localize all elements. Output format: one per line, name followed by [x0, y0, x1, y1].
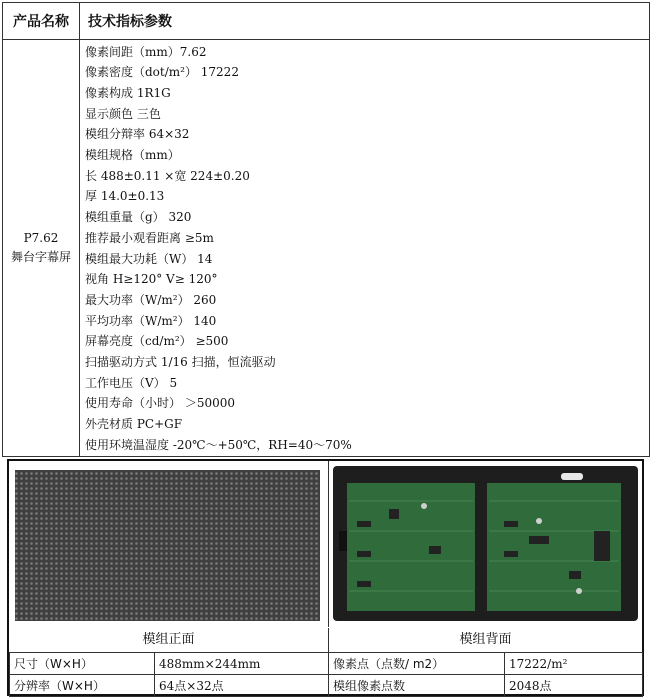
- spec-item: 厚 14.0±0.13: [85, 189, 165, 204]
- spec-item: 工作电压（V） 5: [85, 375, 178, 390]
- spec-item: 显示颜色 三色: [85, 106, 161, 121]
- pixel-density-label: 像素点（点数/ m2）: [329, 653, 505, 675]
- resolution-label: 分辨率（W×H）: [10, 675, 155, 697]
- spec-item: 推荐最小观看距离 ≥5m: [85, 230, 214, 245]
- spec-item: 长 488±0.11 ×宽 224±0.20: [85, 168, 250, 183]
- spec-item: 外壳材质 PC+GF: [85, 417, 183, 431]
- spec-item: 视角 H≥120° V≥ 120°: [85, 272, 218, 287]
- spec-item: 平均功率（W/m²） 140: [85, 313, 217, 328]
- size-value: 488mm×244mm: [155, 653, 329, 675]
- module-dimensions-table: [9, 652, 643, 697]
- product-type: 舞台字幕屏: [10, 250, 71, 264]
- spec-item: 模组重量（g） 320: [85, 210, 192, 225]
- table-row: [10, 653, 643, 675]
- spec-item: 屏幕亮度（cd/m²） ≥500: [85, 334, 229, 349]
- back-caption: 模组背面: [459, 632, 512, 647]
- connector: [339, 531, 347, 551]
- resolution-value: 64点×32点: [155, 675, 329, 697]
- spec-item: 使用寿命（小时） ＞50000: [85, 396, 235, 411]
- spec-list-cell: [80, 40, 650, 457]
- spec-item: 像素构成 1R1G: [85, 86, 171, 100]
- table-row: [10, 675, 643, 697]
- spec-item: 最大功率（W/m²） 260: [85, 292, 217, 307]
- pixel-count-value: 2048点: [505, 675, 643, 697]
- module-front-cell: [9, 461, 329, 627]
- module-section: [7, 459, 644, 696]
- spec-item: 像素密度（dot/m²） 17222: [85, 65, 239, 80]
- spec-item: 扫描驱动方式 1/16 扫描，恒流驱动: [85, 354, 276, 369]
- module-back-cell: [329, 461, 642, 627]
- module-back-image: [329, 461, 642, 627]
- pixel-density-value: 17222/m²: [505, 653, 643, 675]
- spec-body-row: [3, 40, 650, 457]
- spec-list: [80, 41, 649, 456]
- spec-item: 模组最大功耗（W） 14: [85, 251, 213, 266]
- product-model: P7.62: [23, 231, 59, 245]
- size-label: 尺寸（W×H）: [10, 653, 155, 675]
- led-panel: [15, 470, 320, 621]
- front-caption: 模组正面: [9, 628, 329, 652]
- spec-header-row: [3, 3, 650, 40]
- handle: [561, 473, 583, 480]
- spec-item: 像素间距（mm）7.62: [85, 44, 207, 59]
- product-cell: [3, 40, 80, 457]
- spec-item: 使用环境温湿度 -20℃～+50℃，RH=40～70%: [85, 437, 352, 452]
- spec-item: 模组分辩率 64×32: [85, 127, 190, 142]
- pcb-left: [347, 483, 475, 611]
- module-front-image: [9, 461, 328, 627]
- header-product-name: 产品名称: [3, 3, 80, 40]
- header-tech-params: 技术指标参数: [80, 3, 650, 40]
- spec-item: 模组规格（mm）: [85, 148, 180, 163]
- pixel-count-label: 模组像素点数: [329, 675, 505, 697]
- spec-table: [2, 2, 650, 457]
